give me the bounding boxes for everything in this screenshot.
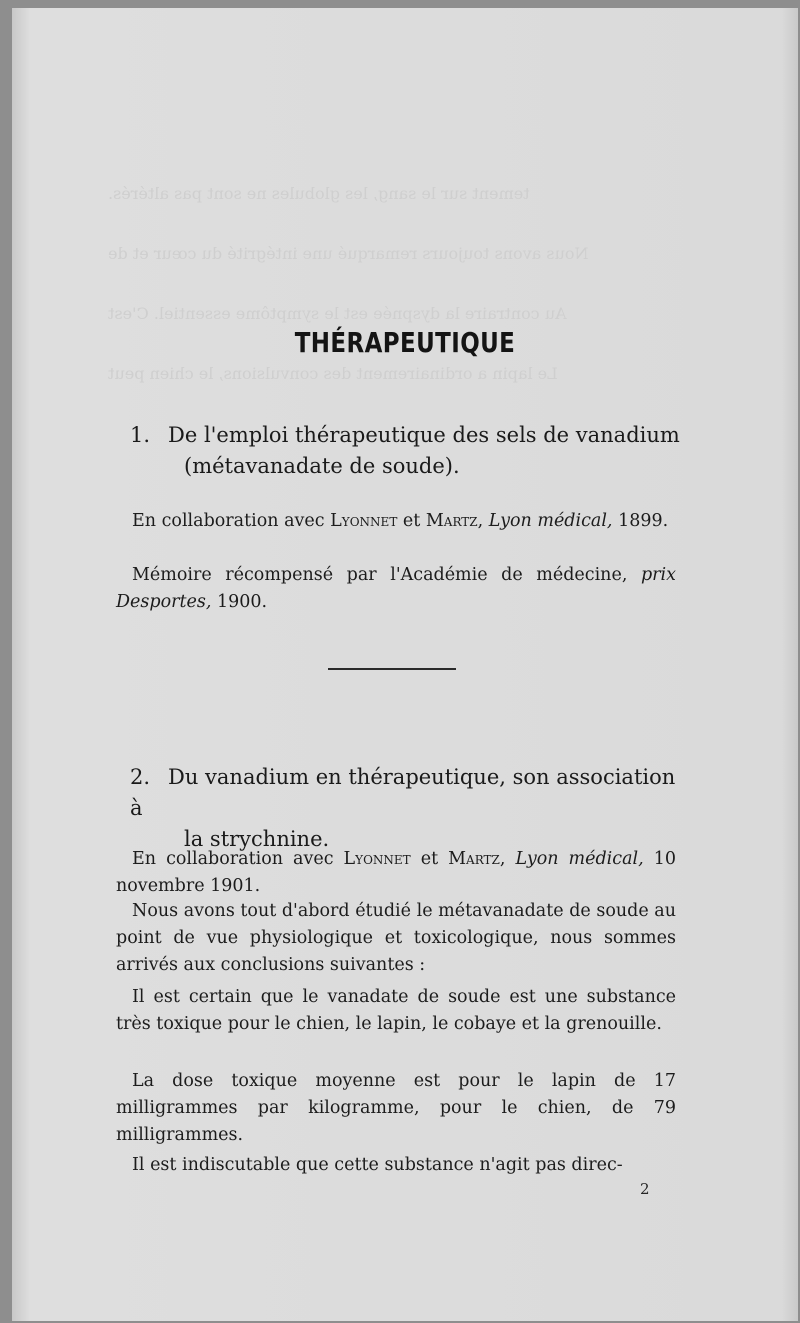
folio-number: 2 (640, 1180, 650, 1198)
body-paragraph-2 (116, 984, 676, 1038)
collab-prefix: En collaboration avec (132, 849, 334, 869)
body-paragraph-4 (116, 1152, 676, 1179)
document-page (12, 8, 798, 1321)
entry-1-heading-line1: De l'emploi thérapeutique des sels de vanadium (168, 423, 680, 447)
show-through-text: Le lapin a ordinairement des convulsions, le chien peut (108, 364, 558, 383)
collab-et: et (402, 511, 421, 531)
journal-name: Lyon médical, (515, 849, 644, 869)
section-divider (328, 668, 456, 670)
entry-1-citation (116, 508, 676, 535)
paragraph-text: Nous avons tout d'abord étudié le métavanadate de soude au point de vue physiologique et toxicologique, nous sommes arrivés aux conclusions suivantes : (116, 901, 676, 975)
entry-1-heading-line2: (métavanadate de soude). (184, 454, 460, 478)
collab-et: et (420, 849, 439, 869)
entry-1-heading (130, 420, 690, 482)
entry-2-number: 2. (130, 765, 151, 789)
author-name: Martz, (448, 849, 506, 869)
body-paragraph-3 (116, 1068, 676, 1149)
entry-1-award (116, 562, 676, 616)
author-name: Martz, (425, 511, 484, 531)
award-year: 1900. (216, 592, 268, 612)
entry-2-heading-line2: la strychnine. (184, 827, 330, 851)
paragraph-text: La dose toxique moyenne est pour le lapin de 17 milligrammes par kilogramme, pour le chien, de 79 milligrammes. (116, 1071, 676, 1145)
entry-2-heading-line1: Du vanadium en thérapeutique, son association à (130, 765, 676, 820)
page-title: THÉRAPEUTIQUE (294, 326, 516, 359)
show-through-text: Nous avons toujours remarqué une intégrité du cœur et de (108, 244, 589, 263)
entry-2-heading (130, 762, 690, 855)
body-paragraph-1 (116, 898, 676, 979)
paragraph-text: Il est indiscutable que cette substance n'agit pas direc- (132, 1155, 623, 1175)
show-through-text: Au contraire la dyspnée est le symptôme essentiel. C'est (108, 304, 567, 323)
publication-date: 10 novembre 1901. (116, 849, 676, 896)
prize-name: prix Desportes, (116, 565, 676, 612)
journal-name: Lyon médical, (488, 511, 613, 531)
author-name: Lyonnet (330, 511, 398, 531)
show-through-text: tement sur le sang, les globules ne sont pas altérés. (108, 184, 530, 203)
entry-1-number: 1. (130, 423, 151, 447)
author-name: Lyonnet (343, 849, 411, 869)
publication-date: 1899. (618, 511, 669, 531)
collab-prefix: En collaboration avec (132, 511, 325, 531)
paragraph-text: Il est certain que le vanadate de soude est une substance très toxique pour le chien, le lapin, le cobaye et la grenouille. (116, 987, 676, 1034)
award-text: Mémoire récompensé par l'Académie de médecine, (132, 565, 628, 585)
entry-2-citation (116, 846, 676, 900)
